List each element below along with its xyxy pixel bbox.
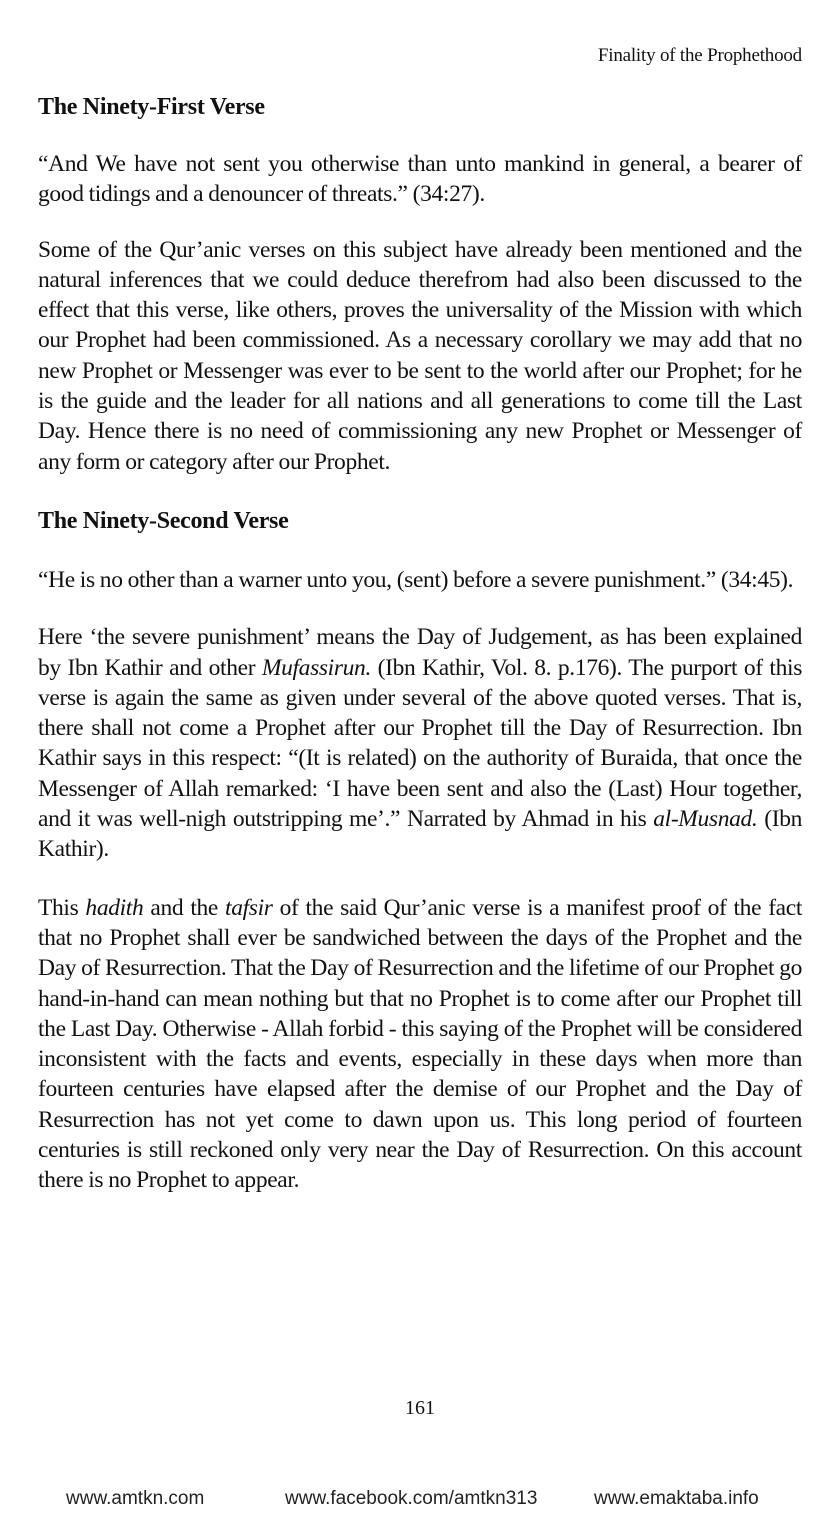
commentary-paragraph: Some of the Qur’anic verses on this subject have already been mentioned and the natural inferences that we could deduce therefrom had also been discussed to the effect that this verse, like others, proves the universality of the Mission with which our Prophet had been commissioned. As a necessary corollary we may add that no new Prophet or Messenger was ever to be sent to the world after our Prophet; for he is the guide and the leader for all nations and all generations to come till the Last Day. Hence there is no need of commissioning any new Prophet or Messenger of any form or category after our Prophet. (38, 236, 802, 475)
text-run: Here ‘the severe punishment’ means the Day of Judgement, as has been explained by Ibn Kathir and other (38, 624, 802, 681)
running-header: Finality of the Prophethood (597, 45, 802, 66)
footer-link-emaktaba[interactable]: www.emaktaba.info (594, 1488, 759, 1509)
text-run: (Ibn Kathir). (38, 806, 802, 863)
text-run: (Ibn Kathir, Vol. 8. p.176). The purport of this verse is again the same as given under several of the above quoted verses. That is, there shall not come a Prophet after our Prophet till the Day of Resurrection. Ibn Kathir says in this respect: “(It is related) on the authority of Buraida, that once the Messenger of Allah remarked: ‘I have been sent and also the (Last) Hour together, and it was well-nigh outstripping me’.” Narrated by Ahmad in his (38, 654, 802, 833)
italic-term: tafsir (225, 894, 273, 921)
section-heading-ninety-first: The Ninety-First Verse (38, 94, 265, 120)
footer (0, 1488, 840, 1516)
section-heading-ninety-second: The Ninety-Second Verse (38, 507, 289, 534)
verse-quote-34-45: “He is no other than a warner unto you, (sent) before a severe punishment.” (34:45). (38, 566, 794, 593)
footer-link-amtkn[interactable]: www.amtkn.com (66, 1488, 205, 1509)
italic-term: Mufassirun. (261, 654, 371, 681)
text-run: of the said Qur’anic verse is a manifest proof of the fact that no Prophet shall ever be sandwiched between the days of the Prophet and the Day of Resurrection. That the Day of Resurrection and the lifetime of our Prophet go hand-in-hand can mean nothing but that no Prophet is to come after our Prophet till the Last Day. Otherwise - Allah forbid - this saying of the Prophet will be considered inconsistent with the facts and events, especially in these days when more than fourteen centuries have elapsed after the demise of our Prophet and the Day of Resurrection has not yet come to dawn upon us. This long period of fourteen centuries is still reckoned only very near the Day of Resurrection. On this account there is no Prophet to appear. (38, 894, 803, 1194)
page-number: 161 (405, 1397, 435, 1419)
text-run: This (38, 894, 86, 921)
commentary-paragraph-hadith (38, 893, 802, 1196)
italic-term: al-Musnad. (653, 806, 758, 833)
italic-term: hadith (85, 894, 144, 921)
text-run: and the (143, 894, 226, 921)
footer-link-facebook[interactable]: www.facebook.com/amtkn313 (285, 1488, 538, 1509)
page-content (38, 90, 802, 1196)
verse-quote-34-27: “And We have not sent you otherwise than unto mankind in general, a bearer of good tidings and a denouncer of threats.” (34:27). (38, 151, 802, 208)
commentary-paragraph-ibn-kathir (38, 622, 802, 864)
